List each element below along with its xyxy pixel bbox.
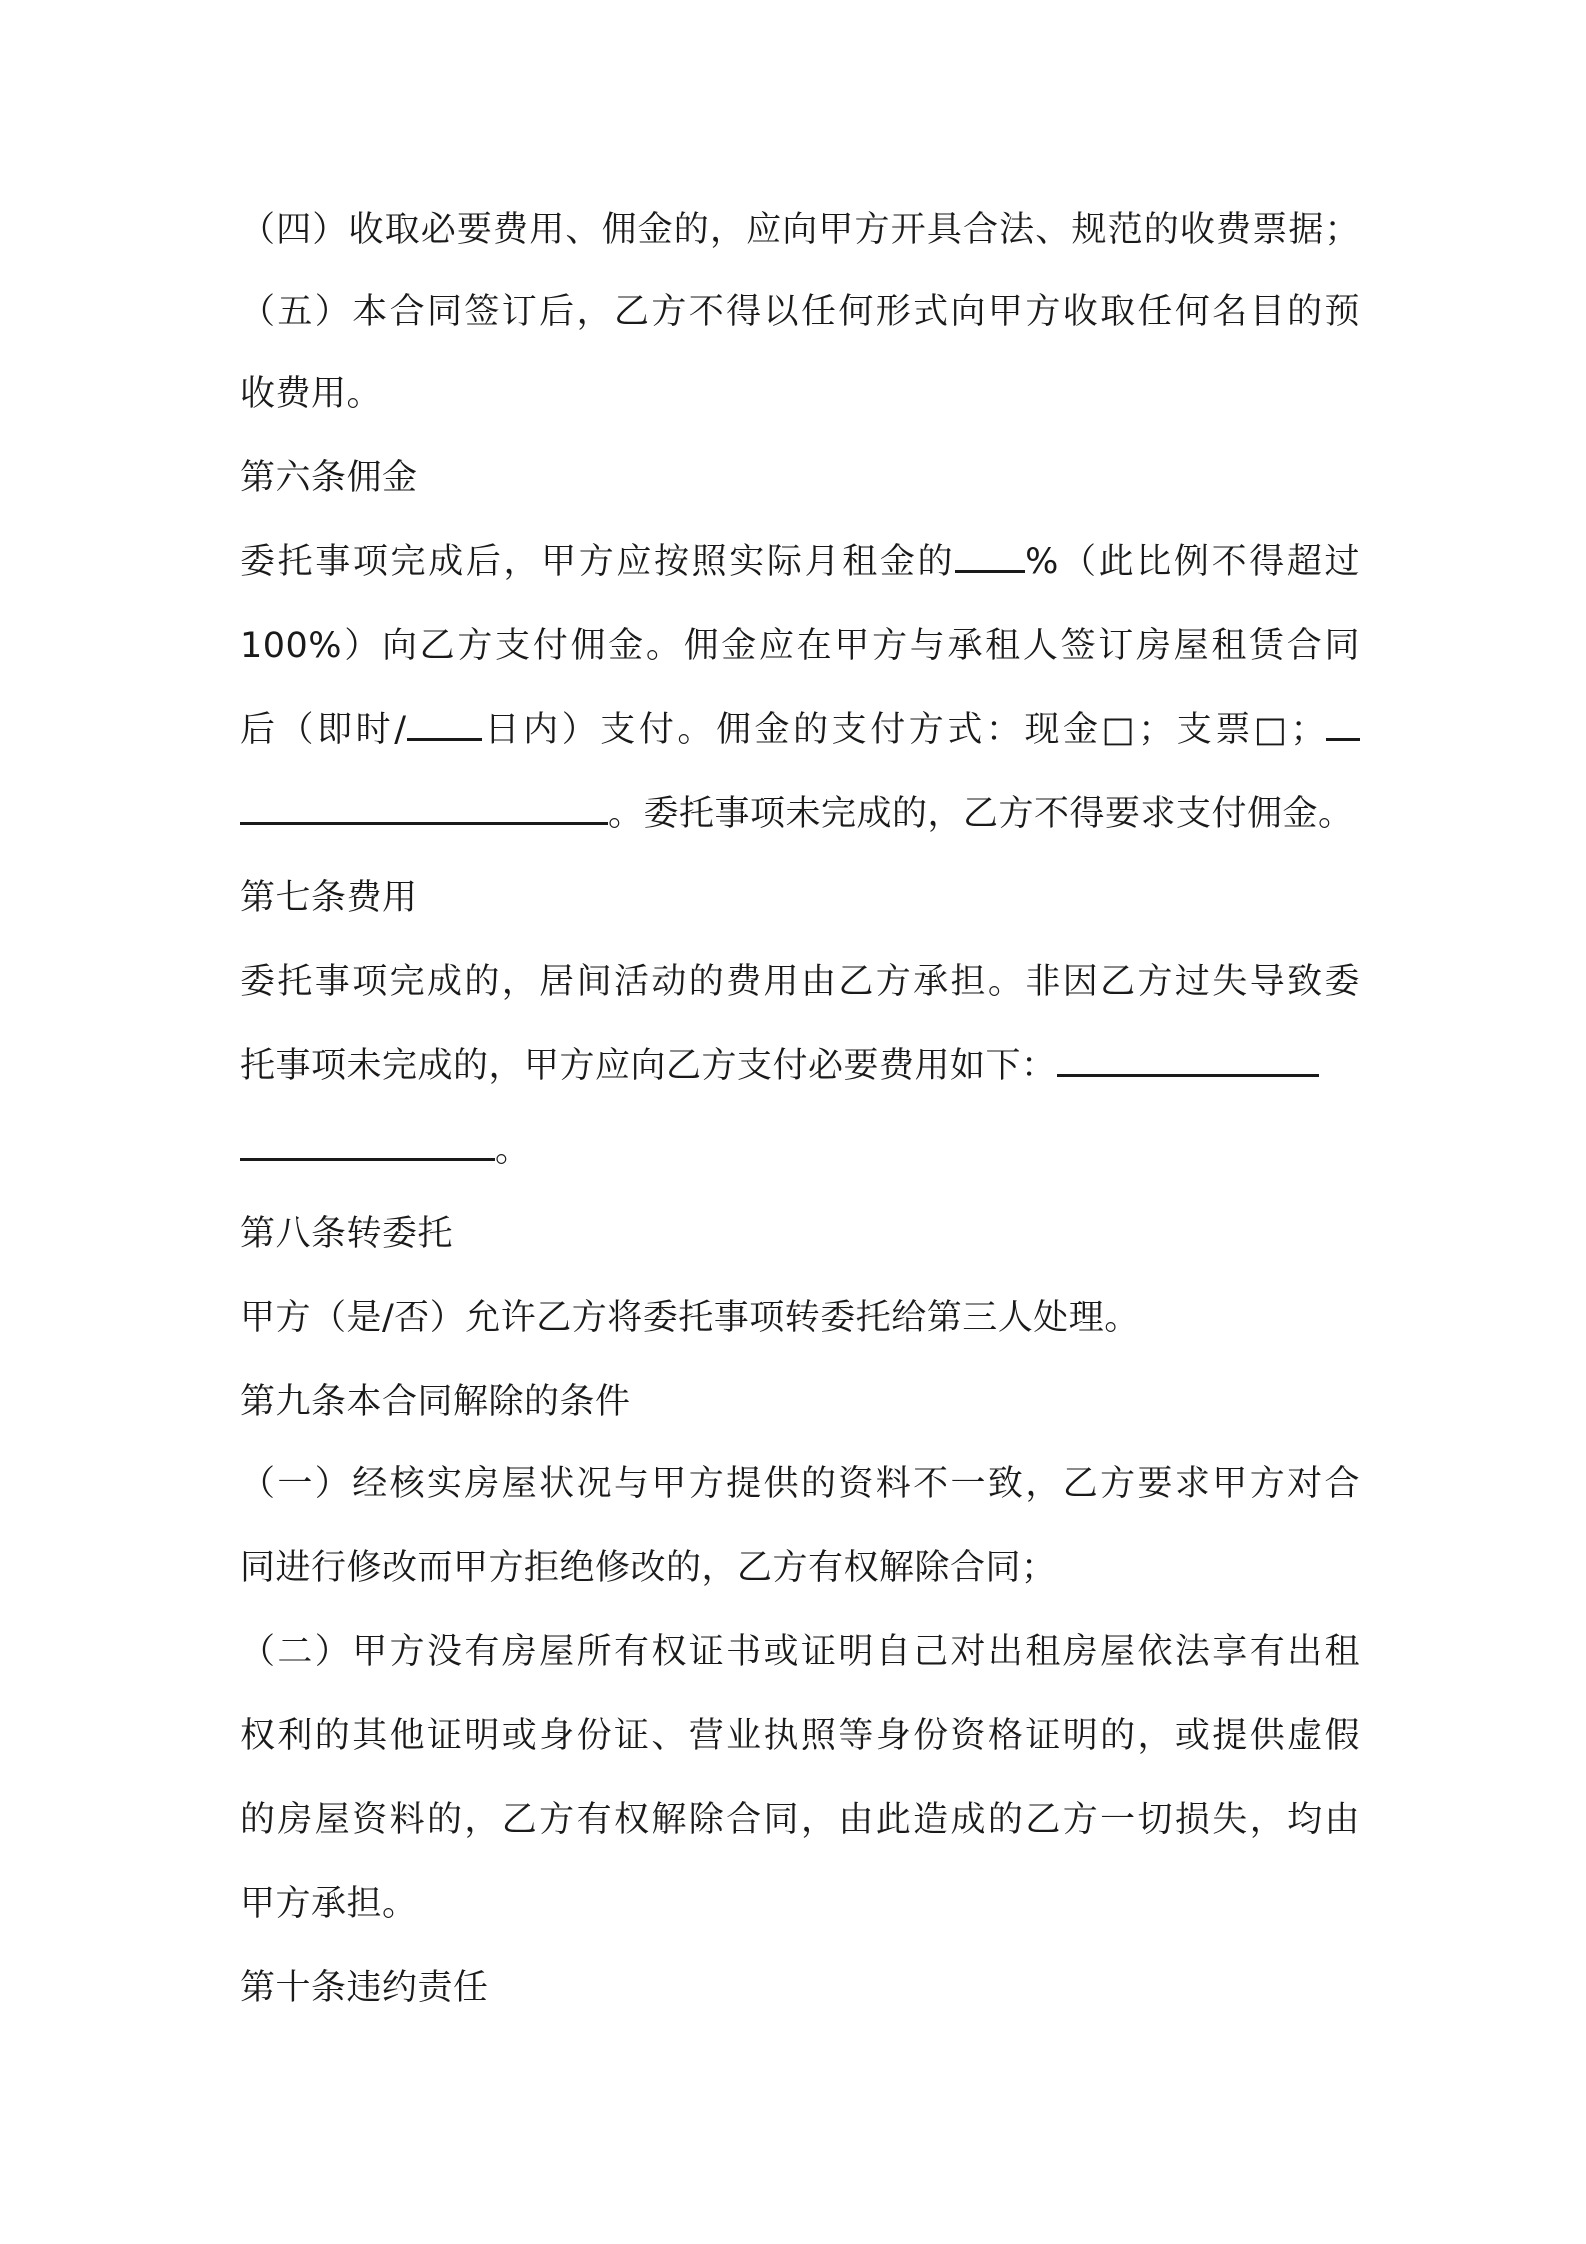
article-9-heading: 第九条本合同解除的条件 [240,1382,631,1422]
article-6-text-d: 日内）支付。佣金的支付方式：现金□；支票□； [481,710,1327,750]
necessary-fees-blank-2[interactable] [240,1128,495,1161]
other-payment-method-blank[interactable] [240,792,608,825]
article-9-item-2-line-2: 权利的其他证明或身份证、营业执照等身份资格证明的，或提供虚假 [240,1716,1360,1756]
article-7-text-b: 。 [495,1130,531,1170]
payment-days-blank[interactable] [407,708,482,741]
article-7-para-line-3 [240,1128,1360,1172]
article-6-text-c: 后（即时/ [240,710,407,750]
necessary-fees-blank-1[interactable] [1057,1044,1319,1077]
article-6-para-line-2: 100%）向乙方支付佣金。佣金应在甲方与承租人签订房屋租赁合同 [240,626,1360,666]
article-10-heading: 第十条违约责任 [240,1968,489,2008]
article-9-item-2-line-4: 甲方承担。 [240,1884,418,1924]
article-9-item-1-line-1: （一）经核实房屋状况与甲方提供的资料不一致，乙方要求甲方对合 [240,1464,1360,1504]
article-6-para-line-1 [240,540,1360,584]
article-9-item-1-line-2: 同进行修改而甲方拒绝修改的，乙方有权解除合同； [240,1548,1057,1588]
article-6-para-line-3 [240,708,1360,752]
article-8-para: 甲方（是/否）允许乙方将委托事项转委托给第三人处理。 [240,1298,1140,1338]
clause-5-item-4: （四）收取必要费用、佣金的，应向甲方开具合法、规范的收费票据； [240,210,1360,250]
article-7-para-line-2 [240,1044,1360,1088]
article-8-heading: 第八条转委托 [240,1214,454,1254]
clause-5-item-5-line-1: （五）本合同签订后，乙方不得以任何形式向甲方收取任何名目的预 [240,292,1360,332]
article-6-text-e: 。委托事项未完成的，乙方不得要求支付佣金。 [608,794,1354,834]
article-6-para-line-4 [240,792,1360,836]
article-7-heading: 第七条费用 [240,878,418,918]
article-7-text-a: 托事项未完成的，甲方应向乙方支付必要费用如下： [240,1046,1057,1086]
article-6-text-a: 委托事项完成后，甲方应按照实际月租金的 [240,542,956,582]
article-6-text-b: %（此比例不得超过 [1025,542,1360,582]
commission-percent-blank[interactable] [955,540,1025,573]
article-9-item-2-line-1: （二）甲方没有房屋所有权证书或证明自己对出租房屋依法享有出租 [240,1632,1360,1672]
article-9-item-2-line-3: 的房屋资料的，乙方有权解除合同，由此造成的乙方一切损失，均由 [240,1800,1360,1840]
article-6-heading: 第六条佣金 [240,458,418,498]
other-payment-blank-start[interactable] [1326,708,1360,741]
clause-5-item-5-line-2: 收费用。 [240,374,383,414]
article-7-para-line-1: 委托事项完成的，居间活动的费用由乙方承担。非因乙方过失导致委 [240,962,1360,1002]
